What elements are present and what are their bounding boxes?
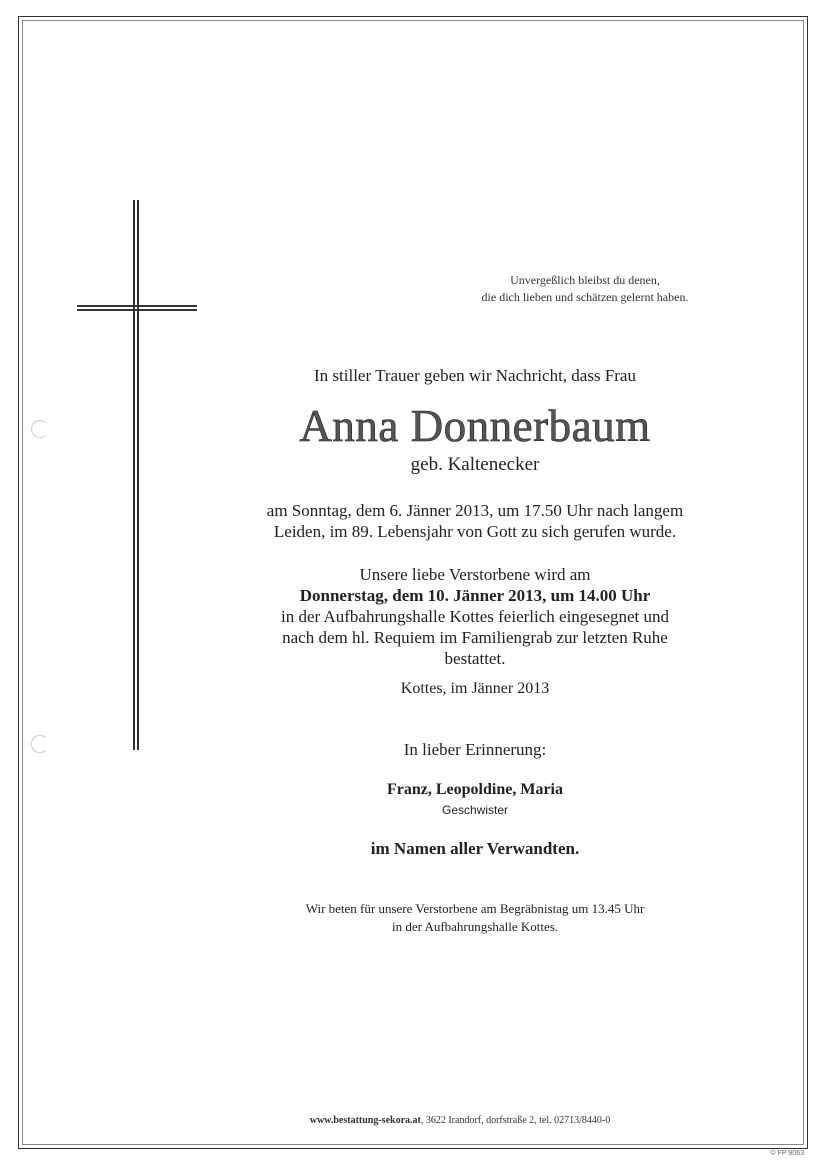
deceased-name: Anna Donnerbaum — [299, 401, 651, 451]
birth-name: geb. Kaltenecker — [410, 454, 540, 475]
punch-hole-icon — [31, 735, 49, 753]
memory-heading: In lieber Erinnerung: — [403, 740, 547, 759]
footer-address: , 3622 Irandorf, dorfstraße 2, tel. 02713/8440-0 — [420, 1115, 611, 1126]
mourner-names: Franz, Leopoldine, Maria — [387, 781, 563, 798]
funeral-notice — [200, 564, 750, 669]
place-date: Kottes, im Jänner 2013 — [400, 680, 550, 697]
punch-hole-icon — [31, 420, 49, 438]
mourner-relation: Geschwister — [441, 803, 509, 817]
death-notice-line-2: Leiden, im 89. Lebensjahr von Gott zu sich gerufen wurde. — [273, 522, 677, 541]
copyright: © FP 9063 — [770, 1150, 804, 1157]
footer-website[interactable]: www.bestattung-sekora.at — [309, 1115, 421, 1126]
motto — [440, 272, 730, 306]
death-notice-line-1: am Sonntag, dem 6. Jänner 2013, um 17.50 Uhr nach langem — [266, 501, 684, 520]
cross-beam-icon — [77, 305, 197, 311]
funeral-line-3: in der Aufbahrungshalle Kottes feierlich eingesegnet und — [280, 607, 670, 626]
prayer-line-1: Wir beten für unsere Verstorbene am Begräbnistag um 13.45 Uhr — [305, 901, 645, 916]
funeral-date: Donnerstag, dem 10. Jänner 2013, um 14.00 Uhr — [299, 586, 651, 605]
intro-text: In stiller Trauer geben wir Nachricht, dass Frau — [314, 366, 636, 385]
motto-line-2: die dich lieben und schätzen gelernt haben. — [481, 290, 689, 304]
cross-icon — [133, 200, 139, 750]
prayer-line-2: in der Aufbahrungshalle Kottes. — [391, 919, 559, 934]
funeral-line-1: Unsere liebe Verstorbene wird am — [359, 565, 591, 584]
death-notice — [200, 500, 750, 542]
funeral-line-4: nach dem hl. Requiem im Familiengrab zur letzten Ruhe — [282, 628, 668, 647]
footer — [180, 1115, 740, 1126]
relatives-line: im Namen aller Verwandten. — [370, 839, 580, 858]
funeral-line-5: bestattet. — [444, 649, 506, 668]
prayer-notice — [200, 900, 750, 936]
motto-line-1: Unvergeßlich bleibst du denen, — [510, 273, 660, 287]
